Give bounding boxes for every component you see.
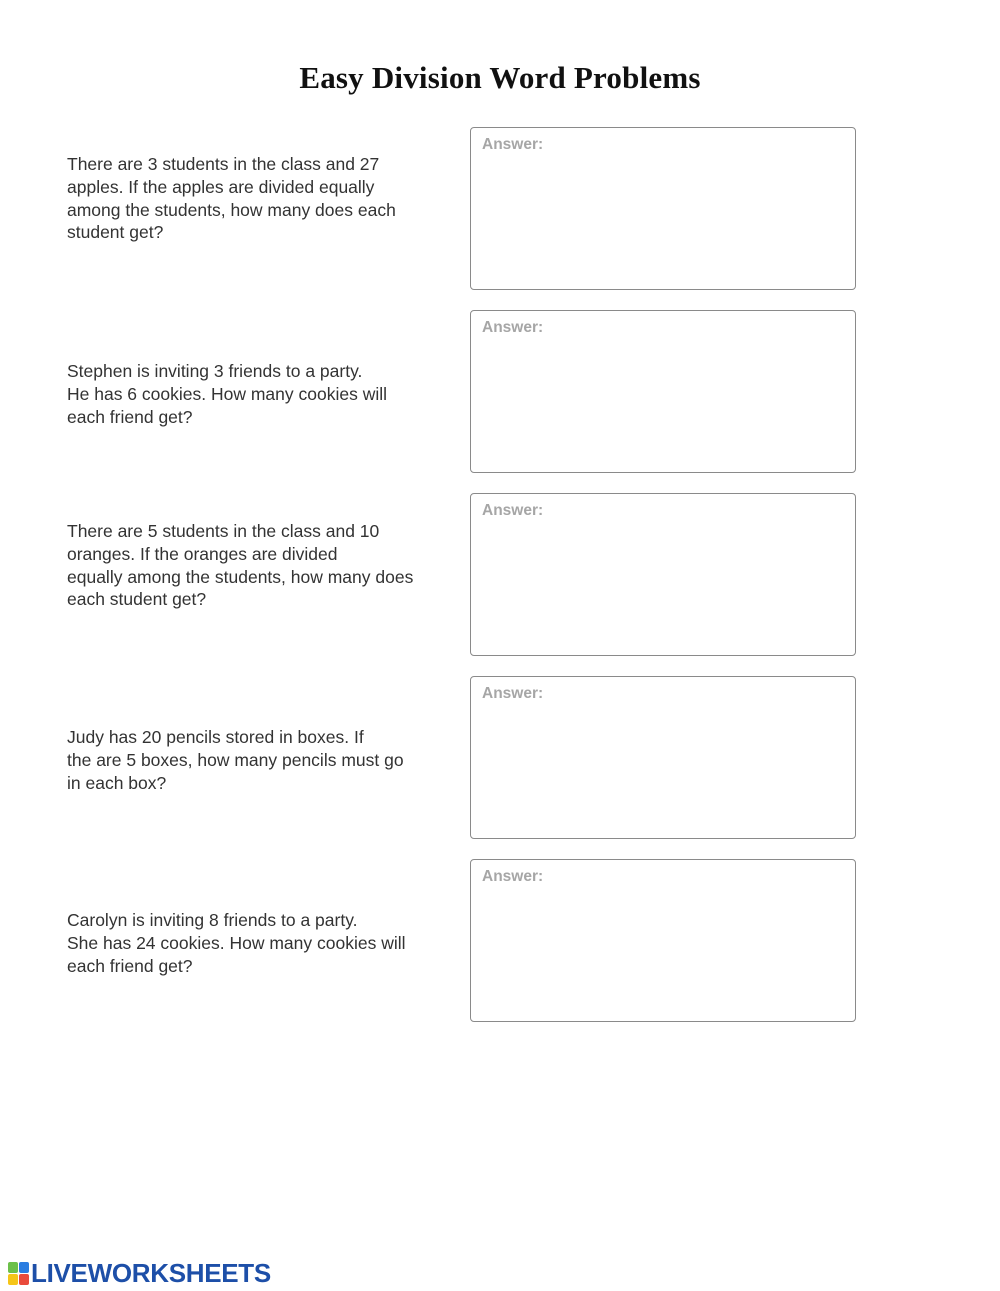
answer-label: Answer: bbox=[482, 136, 544, 153]
answer-box-1[interactable] bbox=[470, 127, 856, 290]
answer-box-3[interactable] bbox=[470, 493, 856, 656]
logo-square-blue bbox=[19, 1262, 29, 1273]
answer-label: Answer: bbox=[482, 868, 544, 885]
answer-box-2[interactable] bbox=[470, 310, 856, 473]
question-5-text: Carolyn is inviting 8 friends to a party. She has 24 cookies. How many cookies will each friend get? bbox=[67, 910, 406, 976]
logo-square-red bbox=[19, 1274, 29, 1285]
logo-text: LIVEWORKSHEETS bbox=[31, 1257, 271, 1288]
question-3-text: There are 5 students in the class and 10 oranges. If the oranges are divided equally among the students, how many does each student get? bbox=[67, 521, 414, 610]
logo-square-yellow bbox=[8, 1274, 18, 1285]
answer-box-5[interactable] bbox=[470, 859, 856, 1022]
answer-label: Answer: bbox=[482, 502, 544, 519]
question-2-text: Stephen is inviting 3 friends to a party. He has 6 cookies. How many cookies will each friend get? bbox=[67, 361, 387, 427]
liveworksheets-logo-icon bbox=[8, 1261, 30, 1285]
answer-box-4[interactable] bbox=[470, 676, 856, 839]
logo-square-green bbox=[8, 1262, 18, 1273]
answer-label: Answer: bbox=[482, 685, 544, 702]
question-1-text: There are 3 students in the class and 27 apples. If the apples are divided equally among the students, how many does each student get? bbox=[67, 154, 396, 243]
page-title: Easy Division Word Problems bbox=[299, 60, 701, 95]
answer-label: Answer: bbox=[482, 319, 544, 336]
liveworksheets-logo bbox=[8, 1259, 271, 1287]
question-4-text: Judy has 20 pencils stored in boxes. If the are 5 boxes, how many pencils must go in each box? bbox=[67, 727, 404, 793]
